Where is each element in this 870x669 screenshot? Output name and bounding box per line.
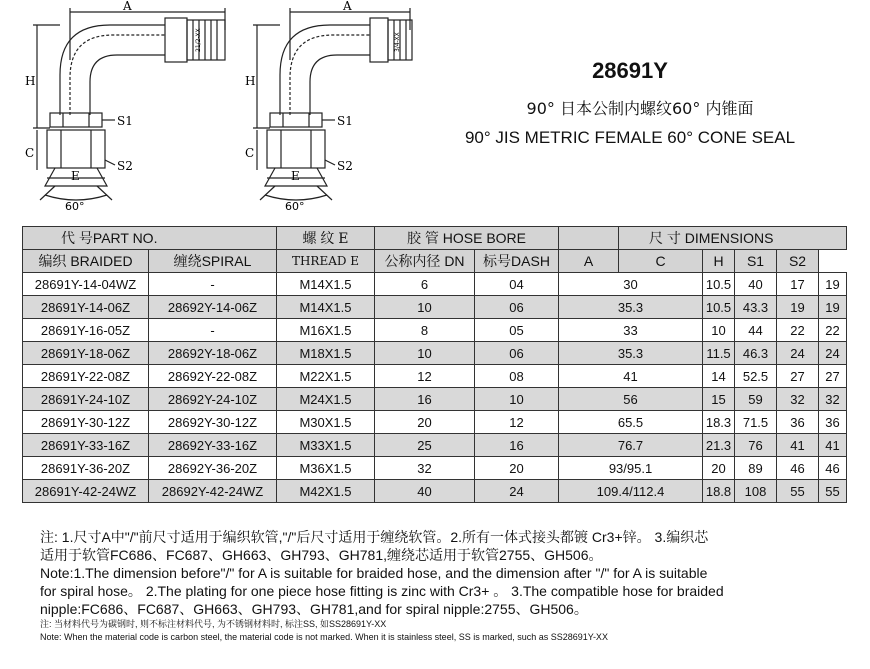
header-c: C [619, 250, 703, 273]
cell-h: 59 [735, 388, 777, 411]
cell-dash: 12 [475, 411, 559, 434]
title-chinese: 90° 日本公制内螺纹60° 内锥面 [526, 99, 754, 118]
fitting-drawing-right [235, 0, 435, 215]
cell-thread: M36X1.5 [277, 457, 375, 480]
cell-a: 76.7 [559, 434, 703, 457]
cell-braided: 28691Y-16-05Z [23, 319, 149, 342]
cell-h: 89 [735, 457, 777, 480]
dim-s2-label: S2 [337, 159, 353, 173]
cell-c: 14 [703, 365, 735, 388]
cell-dn: 8 [375, 319, 475, 342]
cell-dn: 25 [375, 434, 475, 457]
cell-s1: 32 [777, 388, 819, 411]
cell-h: 71.5 [735, 411, 777, 434]
cell-s1: 55 [777, 480, 819, 503]
cell-s2: 41 [819, 434, 847, 457]
cell-a: 56 [559, 388, 703, 411]
cell-s2: 19 [819, 296, 847, 319]
cell-dash: 05 [475, 319, 559, 342]
cell-thread: M16X1.5 [277, 319, 375, 342]
cell-a: 30 [559, 273, 703, 296]
dim-s1-label: S1 [117, 114, 133, 128]
cell-dash: 16 [475, 434, 559, 457]
dim-e-label: E [71, 169, 80, 183]
header-braided: 编织 BRAIDED [23, 250, 149, 273]
table-row [23, 273, 847, 296]
cell-thread: M33X1.5 [277, 434, 375, 457]
cell-h: 46.3 [735, 342, 777, 365]
cell-c: 11.5 [703, 342, 735, 365]
cell-s2: 32 [819, 388, 847, 411]
header-dash: 标号DASH [475, 250, 559, 273]
cell-spiral: 28692Y-14-06Z [149, 296, 277, 319]
cell-s2: 36 [819, 411, 847, 434]
cell-thread: M14X1.5 [277, 273, 375, 296]
cell-thread: M30X1.5 [277, 411, 375, 434]
table-row [23, 342, 847, 365]
cell-c: 10 [703, 319, 735, 342]
cell-braided: 28691Y-14-06Z [23, 296, 149, 319]
cell-s2: 55 [819, 480, 847, 503]
cell-s1: 27 [777, 365, 819, 388]
cell-a: 35.3 [559, 296, 703, 319]
cell-spiral: - [149, 273, 277, 296]
note-material-cn: 注: 当材料代号为碳钢时, 则不标注材料代号, 为不锈钢材料时, 标注SS, 如SS28691Y-XX [40, 619, 387, 629]
cell-braided: 28691Y-36-20Z [23, 457, 149, 480]
cell-a: 35.3 [559, 342, 703, 365]
cell-thread: M42X1.5 [277, 480, 375, 503]
cell-dash: 20 [475, 457, 559, 480]
cell-braided: 28691Y-33-16Z [23, 434, 149, 457]
dim-s2-label: S2 [117, 159, 133, 173]
cell-dn: 10 [375, 296, 475, 319]
cell-a: 41 [559, 365, 703, 388]
cell-spiral: 28692Y-36-20Z [149, 457, 277, 480]
cell-c: 21.3 [703, 434, 735, 457]
cell-dash: 04 [475, 273, 559, 296]
header-thread-cn: 螺 纹 [302, 230, 335, 246]
dim-c-label: C [245, 146, 255, 160]
cell-h: 44 [735, 319, 777, 342]
dim-s1-label: S1 [337, 114, 353, 128]
cell-c: 18.8 [703, 480, 735, 503]
dim-h-label: H [245, 74, 256, 88]
header-s1: S1 [735, 250, 777, 273]
cell-s1: 46 [777, 457, 819, 480]
cell-dn: 12 [375, 365, 475, 388]
cell-braided: 28691Y-42-24WZ [23, 480, 149, 503]
header-row-1 [23, 227, 847, 250]
header-dn: 公称内径 DN [375, 250, 475, 273]
table-row [23, 388, 847, 411]
header-row-2 [23, 250, 847, 273]
cell-dash: 06 [475, 296, 559, 319]
table-row [23, 411, 847, 434]
header-thread-full: THREAD E [277, 250, 375, 273]
cell-dn: 20 [375, 411, 475, 434]
spec-table [22, 226, 847, 503]
dim-c-label: C [25, 146, 35, 160]
cell-spiral: 28692Y-42-24WZ [149, 480, 277, 503]
header-spiral: 缠绕SPIRAL [149, 250, 277, 273]
header-part-no: 代 号PART NO. [23, 227, 277, 250]
header-blank [559, 227, 619, 250]
note-material-en: Note: When the material code is carbon steel, the material code is not marked. When it is stainless steel, SS is marked, such as SS28691Y-XX [40, 632, 608, 642]
cell-h: 43.3 [735, 296, 777, 319]
cell-h: 76 [735, 434, 777, 457]
marking-label: 3/4-XX [394, 32, 401, 52]
cell-c: 20 [703, 457, 735, 480]
cell-a: 93/95.1 [559, 457, 703, 480]
note-en-line1: Note:1.The dimension before"/" for A is suitable for braided hose, and the dimension after "/" for A is suitable [40, 565, 708, 581]
cell-s1: 41 [777, 434, 819, 457]
cell-thread: M18X1.5 [277, 342, 375, 365]
cell-s1: 17 [777, 273, 819, 296]
table-row [23, 319, 847, 342]
cell-c: 15 [703, 388, 735, 411]
cell-dn: 40 [375, 480, 475, 503]
title-english: 90° JIS METRIC FEMALE 60° CONE SEAL [464, 128, 796, 147]
header-hose-bore: 胶 管 HOSE BORE [375, 227, 559, 250]
header-thread [277, 227, 375, 250]
cell-spiral: 28692Y-30-12Z [149, 411, 277, 434]
fitting-drawing-left [15, 0, 245, 215]
cell-spiral: 28692Y-33-16Z [149, 434, 277, 457]
cell-dn: 16 [375, 388, 475, 411]
note-cn-line2: 适用于软管FC686、FC687、GH663、GH793、GH781,缠绕芯适用于软管2755、GH506。 [40, 547, 603, 563]
part-number-title: 28691Y [592, 58, 668, 83]
table-row [23, 365, 847, 388]
cell-thread: M24X1.5 [277, 388, 375, 411]
cell-s1: 24 [777, 342, 819, 365]
cell-s1: 19 [777, 296, 819, 319]
table-row [23, 296, 847, 319]
table-row [23, 457, 847, 480]
cell-dn: 10 [375, 342, 475, 365]
dim-h-label: H [25, 74, 36, 88]
cell-s2: 19 [819, 273, 847, 296]
cell-dash: 06 [475, 342, 559, 365]
cell-braided: 28691Y-30-12Z [23, 411, 149, 434]
table-row [23, 480, 847, 503]
header-s2: S2 [777, 250, 819, 273]
cell-spiral: 28692Y-24-10Z [149, 388, 277, 411]
cell-s2: 24 [819, 342, 847, 365]
cell-braided: 28691Y-18-06Z [23, 342, 149, 365]
dim-a-label: A [343, 0, 352, 13]
marking-label: 21/2-XX [195, 28, 202, 52]
cell-h: 108 [735, 480, 777, 503]
notes-section [40, 528, 840, 644]
cell-dash: 10 [475, 388, 559, 411]
cell-s2: 22 [819, 319, 847, 342]
angle-label: 60° [65, 200, 85, 213]
cell-spiral: - [149, 319, 277, 342]
cell-thread: M22X1.5 [277, 365, 375, 388]
header-h: H [703, 250, 735, 273]
header-a: A [559, 250, 619, 273]
cell-spiral: 28692Y-22-08Z [149, 365, 277, 388]
cell-c: 10.5 [703, 273, 735, 296]
dim-a-label: A [123, 0, 132, 13]
cell-braided: 28691Y-14-04WZ [23, 273, 149, 296]
note-en-line2: for spiral hose。 2.The plating for one piece hose fitting is zinc with Cr3+ 。 3.The compatible hose for braided [40, 583, 724, 599]
cell-dn: 32 [375, 457, 475, 480]
cell-a: 33 [559, 319, 703, 342]
cell-braided: 28691Y-22-08Z [23, 365, 149, 388]
cell-a: 65.5 [559, 411, 703, 434]
dim-e-label: E [291, 169, 300, 183]
cell-s2: 46 [819, 457, 847, 480]
cell-braided: 28691Y-24-10Z [23, 388, 149, 411]
note-cn-line1: 注: 1.尺寸A中"/"前尺寸适用于编织软管,"/"后尺寸适用于缠绕软管。2.所有一体式接头都镀 Cr3+锌。 3.编织芯 [40, 529, 709, 545]
cell-a: 109.4/112.4 [559, 480, 703, 503]
cell-dash: 24 [475, 480, 559, 503]
cell-dash: 08 [475, 365, 559, 388]
table-row [23, 434, 847, 457]
cell-thread: M14X1.5 [277, 296, 375, 319]
cell-s1: 36 [777, 411, 819, 434]
cell-c: 10.5 [703, 296, 735, 319]
cell-h: 40 [735, 273, 777, 296]
cell-h: 52.5 [735, 365, 777, 388]
cell-c: 18.3 [703, 411, 735, 434]
header-thread-e: E [338, 231, 349, 247]
note-en-line3: nipple:FC686、FC687、GH663、GH793、GH781,and for spiral nipple:2755、GH506。 [40, 601, 588, 617]
cell-s1: 22 [777, 319, 819, 342]
angle-label: 60° [285, 200, 305, 213]
cell-spiral: 28692Y-18-06Z [149, 342, 277, 365]
cell-s2: 27 [819, 365, 847, 388]
header-dimensions: 尺 寸 DIMENSIONS [619, 227, 847, 250]
cell-dn: 6 [375, 273, 475, 296]
